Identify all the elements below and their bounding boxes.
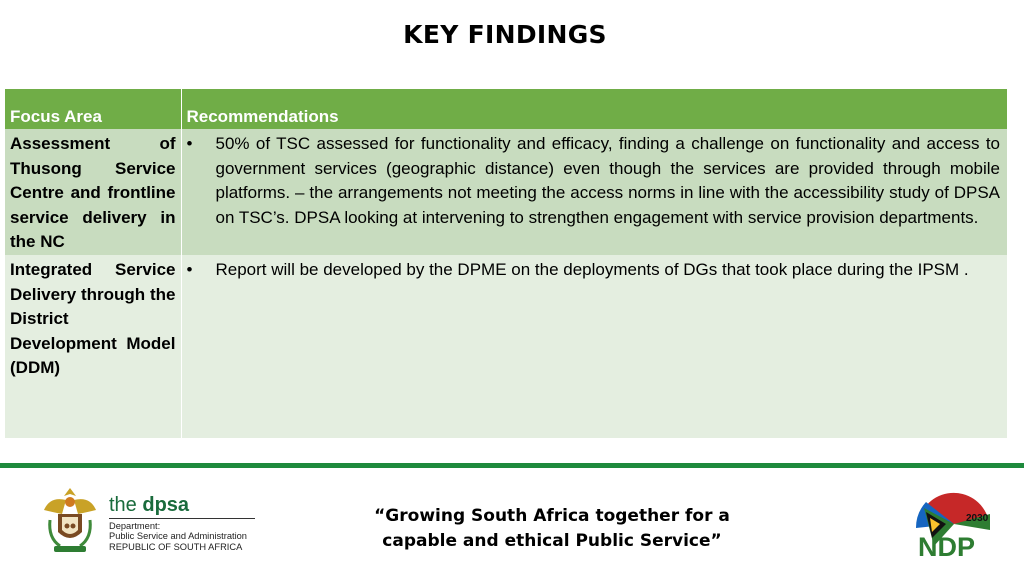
- dpsa-subtitle: Department: Public Service and Administration REPUBLIC OF SOUTH AFRICA: [109, 521, 247, 552]
- recommendation-text: 50% of TSC assessed for functionality and efficacy, finding a challenge on functionality and access to government services (geographic distance) even though the services are provided through mobile platforms. – the arrangements not meeting the access norms in line with the accessibility study of DPSA on TSC’s. DPSA looking at intervening to strengthen engagement with service provision departments.: [215, 134, 1000, 227]
- recommendation-item: [187, 258, 1001, 283]
- table-header-row: [5, 89, 1007, 129]
- dpsa-logo: [36, 484, 261, 556]
- table-row: [5, 255, 1007, 438]
- recommendation-item: [187, 132, 1001, 230]
- bullet-icon: •: [186, 134, 193, 153]
- slogan-line-2: capable and ethical Public Service”: [382, 531, 722, 551]
- bullet-icon: •: [186, 260, 193, 279]
- header-recommendations: Recommendations: [181, 89, 1007, 129]
- ndp-letters: NDP: [918, 532, 976, 560]
- slogan: [352, 504, 752, 554]
- recommendations-cell: [181, 129, 1007, 255]
- recommendation-text: Report will be developed by the DPME on the deployments of DGs that took place during the IPSM .: [215, 260, 969, 279]
- recommendations-cell: [181, 255, 1007, 438]
- findings-table: [5, 89, 1007, 438]
- footer-divider: [0, 463, 1024, 468]
- header-focus-area: Focus Area: [5, 89, 181, 129]
- dpsa-rule: [109, 518, 255, 519]
- dpsa-wordmark: the dpsa: [109, 494, 190, 516]
- slogan-line-1: “Growing South Africa together for a: [374, 506, 730, 526]
- focus-area-cell: Assessment of Thusong Service Centre and frontline service delivery in the NC: [5, 129, 181, 255]
- ndp-year: 2030: [966, 513, 989, 524]
- ndp-2030-logo: [910, 484, 996, 560]
- coat-of-arms-icon: [40, 484, 100, 556]
- table-row: [5, 129, 1007, 255]
- page-title: KEY FINDINGS: [403, 20, 607, 49]
- focus-area-cell: Integrated Service Delivery through the District Development Model (DDM): [5, 255, 181, 438]
